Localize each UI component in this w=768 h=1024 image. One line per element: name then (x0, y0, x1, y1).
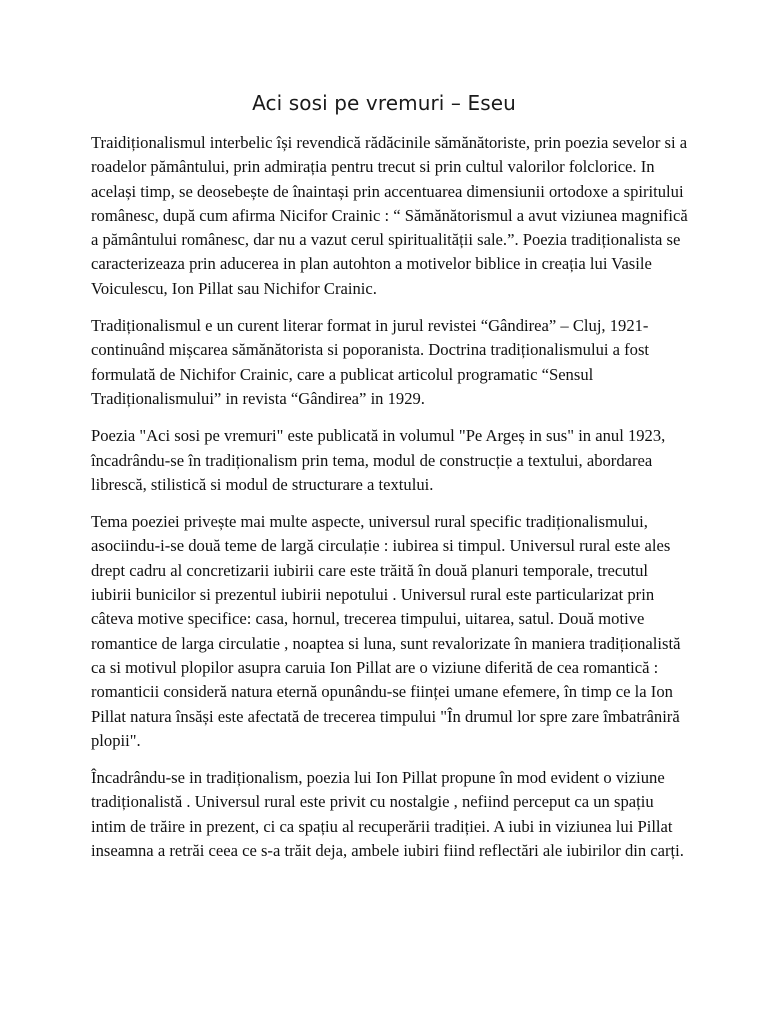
paragraph-3: Poezia "Aci sosi pe vremuri" este publicată in volumul "Pe Argeș in sus" in anul 1923, încadrându-se în tradiționalism prin tema, modul de construcție a textului, abordarea librescă, stilistică si modul de structurare a textului. (91, 426, 666, 494)
paragraph-2: Tradiționalismul e un curent literar format in jurul revistei “Gândirea” – Cluj, 1921- continuând mișcarea sămănătorista si poporanista. Doctrina tradiționalismului a fost formulată de Nichifor Crainic, care a publicat articolul programatic “Sensul Tradiționalismului” in revista “Gândirea” in 1929. (91, 316, 650, 408)
paragraph-1: Traidiționalismul interbelic își revendică rădăcinile sămănătoriste, prin poezia sevelor si a roadelor pământului, prin admirația pentru trecut si prin cultul valorilor folclorice. In același timp, se deosebește de înaintași prin accentuarea dimensiunii ortodoxe a spiritului românesc, după cum afirma Nicifor Crainic : “ Sămănătorismul a avut viziunea magnifică a pământului românesc, dar nu a vazut cerul spiritualității sale.”. Poezia tradiționalista se caracterizeaza prin aducerea in plan autohton a motivelor biblice in creația lui Vasile Voiculescu, Ion Pillat sau Nichifor Crainic. (91, 133, 688, 298)
document-body (91, 131, 691, 876)
paragraph-5: Încadrându-se in tradiționalism, poezia lui Ion Pillat propune în mod evident o viziune tradiționalistă . Universul rural este privit cu nostalgie , nefiind perceput ca un spațiu intim de trăire in prezent, ci ca spațiu al recuperării tradiției. A iubi in viziunea lui Pillat inseamna a retrăi ceea ce s-a trăit deja, ambele iubiri fiind reflectări ale iubirilor din carți. (91, 768, 684, 861)
paragraph-4: Tema poeziei privește mai multe aspecte, universul rural specific tradiționalismului, asociindu-i-se două teme de largă circulație : iubirea si timpul. Universul rural este ales drept cadru al concretizarii iubirii care este trăită în două planuri temporale, trecutul iubirii bunicilor si prezentul iubirii nepotului . Universul rural este particularizat prin câteva motive specifice: casa, hornul, trecerea timpului, uitarea, satul. Două motive romantice de larga circulatie , noaptea si luna, sunt revalorizate în maniera tradiționalistă ca si motivul plopilor asupra caruia Ion Pillat are o viziune diferită de cea romantică : romanticii consideră natura eternă opunându-se ființei umane efemere, în timp ce la Ion Pillat natura însăși este afectată de trecerea timpului "În drumul lor spre zare îmbatrâniră plopii". (91, 512, 681, 750)
document-title: Aci sosi pe vremuri – Eseu (252, 91, 516, 115)
